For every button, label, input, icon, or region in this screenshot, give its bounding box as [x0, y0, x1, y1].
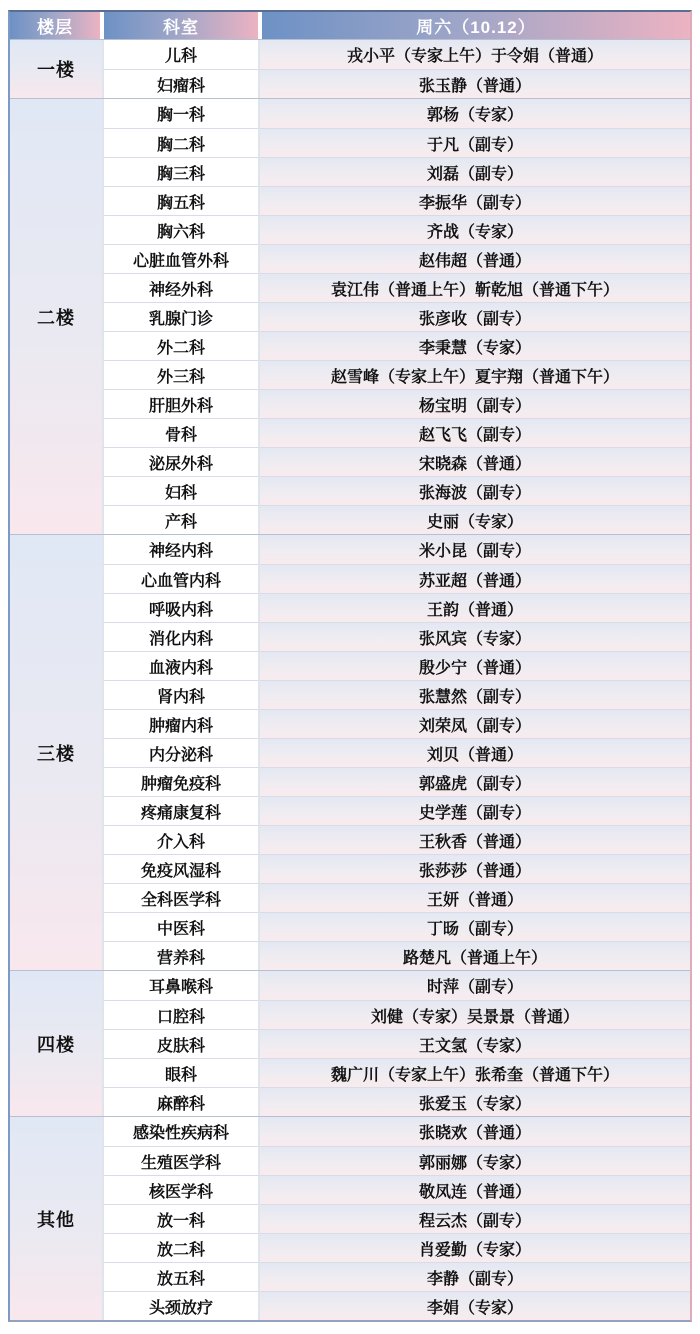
schedule-cell: 史学莲（副专）	[260, 796, 690, 825]
table-row	[102, 476, 690, 505]
table-row	[102, 941, 690, 970]
group-rows	[102, 971, 690, 1116]
dept-cell: 皮肤科	[102, 1029, 260, 1058]
dept-cell: 神经内科	[102, 535, 260, 564]
table-row	[102, 186, 690, 215]
header-cell-department: 科室	[104, 12, 258, 39]
schedule-cell: 杨宝明（副专）	[260, 389, 690, 418]
schedule-cell: 苏亚超（普通）	[260, 564, 690, 593]
table-row	[102, 883, 690, 912]
table-row	[102, 796, 690, 825]
floor-cell: 一楼	[10, 40, 102, 98]
schedule-table	[8, 10, 692, 1322]
dept-cell: 放一科	[102, 1204, 260, 1233]
dept-cell: 血液内科	[102, 651, 260, 680]
dept-cell: 胸三科	[102, 157, 260, 186]
dept-cell: 妇科	[102, 476, 260, 505]
schedule-cell: 于凡（副专）	[260, 128, 690, 157]
table-row	[102, 1058, 690, 1087]
schedule-cell: 殷少宁（普通）	[260, 651, 690, 680]
dept-cell: 肿瘤内科	[102, 709, 260, 738]
schedule-cell: 张玉静（普通）	[260, 69, 690, 98]
table-row	[102, 535, 690, 564]
dept-cell: 介入科	[102, 825, 260, 854]
schedule-cell: 刘贝（普通）	[260, 738, 690, 767]
schedule-cell: 赵雪峰（专家上午）夏宇翔（普通下午）	[260, 360, 690, 389]
schedule-cell: 张海波（副专）	[260, 476, 690, 505]
dept-cell: 泌尿外科	[102, 447, 260, 476]
table-body	[10, 39, 690, 1320]
floor-group	[10, 1116, 690, 1320]
schedule-cell: 袁江伟（普通上午）靳乾旭（普通下午）	[260, 273, 690, 302]
schedule-cell: 路楚凡（普通上午）	[260, 941, 690, 970]
group-rows	[102, 99, 690, 534]
table-row	[102, 1000, 690, 1029]
table-row	[102, 622, 690, 651]
dept-cell: 外二科	[102, 331, 260, 360]
table-row	[102, 505, 690, 534]
table-row	[102, 1175, 690, 1204]
schedule-cell: 齐战（专家）	[260, 215, 690, 244]
schedule-cell: 戎小平（专家上午）于令娟（普通）	[260, 40, 690, 69]
schedule-cell: 张慧然（副专）	[260, 680, 690, 709]
table-row	[102, 912, 690, 941]
table-row	[102, 1029, 690, 1058]
table-row	[102, 40, 690, 69]
floor-cell: 三楼	[10, 535, 102, 970]
dept-cell: 放五科	[102, 1262, 260, 1291]
floor-cell: 二楼	[10, 99, 102, 534]
table-row	[102, 244, 690, 273]
table-row	[102, 564, 690, 593]
floor-cell: 其他	[10, 1117, 102, 1320]
table-row	[102, 1262, 690, 1291]
table-row	[102, 1087, 690, 1116]
dept-cell: 中医科	[102, 912, 260, 941]
dept-cell: 妇瘤科	[102, 69, 260, 98]
dept-cell: 乳腺门诊	[102, 302, 260, 331]
dept-cell: 产科	[102, 505, 260, 534]
dept-cell: 骨科	[102, 418, 260, 447]
schedule-cell: 王妍（普通）	[260, 883, 690, 912]
dept-cell: 消化内科	[102, 622, 260, 651]
header-cell-floor: 楼层	[10, 12, 100, 39]
schedule-cell: 张晓欢（普通）	[260, 1117, 690, 1146]
schedule-cell: 王韵（普通）	[260, 593, 690, 622]
dept-cell: 麻醉科	[102, 1087, 260, 1116]
schedule-cell: 敬凤连（普通）	[260, 1175, 690, 1204]
schedule-cell: 王文氢（专家）	[260, 1029, 690, 1058]
dept-cell: 神经外科	[102, 273, 260, 302]
table-row	[102, 331, 690, 360]
schedule-cell: 肖爱勤（专家）	[260, 1233, 690, 1262]
dept-cell: 头颈放疗	[102, 1291, 260, 1320]
group-rows	[102, 40, 690, 98]
table-row	[102, 767, 690, 796]
floor-group	[10, 98, 690, 534]
floor-group	[10, 534, 690, 970]
schedule-cell: 刘荣凤（副专）	[260, 709, 690, 738]
schedule-cell: 丁旸（副专）	[260, 912, 690, 941]
table-row	[102, 854, 690, 883]
schedule-cell: 米小昆（副专）	[260, 535, 690, 564]
schedule-cell: 时萍（副专）	[260, 971, 690, 1000]
schedule-cell: 张爱玉（专家）	[260, 1087, 690, 1116]
dept-cell: 眼科	[102, 1058, 260, 1087]
dept-cell: 肿瘤免疫科	[102, 767, 260, 796]
schedule-cell: 李娟（专家）	[260, 1291, 690, 1320]
table-row	[102, 447, 690, 476]
table-row	[102, 215, 690, 244]
schedule-cell: 程云杰（副专）	[260, 1204, 690, 1233]
dept-cell: 全科医学科	[102, 883, 260, 912]
table-row	[102, 360, 690, 389]
dept-cell: 心血管内科	[102, 564, 260, 593]
dept-cell: 内分泌科	[102, 738, 260, 767]
floor-group	[10, 970, 690, 1116]
schedule-cell: 王秋香（普通）	[260, 825, 690, 854]
dept-cell: 耳鼻喉科	[102, 971, 260, 1000]
table-row	[102, 1291, 690, 1320]
floor-cell: 四楼	[10, 971, 102, 1116]
table-row	[102, 1204, 690, 1233]
schedule-cell: 郭丽娜（专家）	[260, 1146, 690, 1175]
schedule-cell: 李静（副专）	[260, 1262, 690, 1291]
dept-cell: 疼痛康复科	[102, 796, 260, 825]
schedule-cell: 张风宾（专家）	[260, 622, 690, 651]
dept-cell: 胸一科	[102, 99, 260, 128]
schedule-cell: 郭盛虎（副专）	[260, 767, 690, 796]
table-row	[102, 128, 690, 157]
schedule-cell: 魏广川（专家上午）张希奎（普通下午）	[260, 1058, 690, 1087]
table-row	[102, 825, 690, 854]
table-row	[102, 593, 690, 622]
table-row	[102, 302, 690, 331]
group-rows	[102, 535, 690, 970]
dept-cell: 外三科	[102, 360, 260, 389]
schedule-cell: 张彦收（副专）	[260, 302, 690, 331]
schedule-cell: 李振华（副专）	[260, 186, 690, 215]
header-cell-saturday: 周六（10.12）	[262, 12, 690, 39]
table-row	[102, 680, 690, 709]
table-row	[102, 99, 690, 128]
dept-cell: 放二科	[102, 1233, 260, 1262]
schedule-cell: 赵伟超（普通）	[260, 244, 690, 273]
table-row	[102, 709, 690, 738]
dept-cell: 儿科	[102, 40, 260, 69]
schedule-cell: 史丽（专家）	[260, 505, 690, 534]
dept-cell: 营养科	[102, 941, 260, 970]
dept-cell: 肾内科	[102, 680, 260, 709]
table-row	[102, 69, 690, 98]
dept-cell: 免疫风湿科	[102, 854, 260, 883]
table-row	[102, 1146, 690, 1175]
schedule-cell: 刘健（专家）吴景景（普通）	[260, 1000, 690, 1029]
dept-cell: 核医学科	[102, 1175, 260, 1204]
floor-group	[10, 39, 690, 98]
dept-cell: 呼吸内科	[102, 593, 260, 622]
table-header-row	[10, 12, 690, 39]
dept-cell: 肝胆外科	[102, 389, 260, 418]
schedule-cell: 李秉慧（专家）	[260, 331, 690, 360]
schedule-cell: 宋晓森（普通）	[260, 447, 690, 476]
group-rows	[102, 1117, 690, 1320]
table-row	[102, 738, 690, 767]
dept-cell: 心脏血管外科	[102, 244, 260, 273]
table-row	[102, 1233, 690, 1262]
dept-cell: 感染性疾病科	[102, 1117, 260, 1146]
schedule-cell: 郭杨（专家）	[260, 99, 690, 128]
schedule-cell: 刘磊（副专）	[260, 157, 690, 186]
table-row	[102, 418, 690, 447]
table-row	[102, 1117, 690, 1146]
table-row	[102, 389, 690, 418]
schedule-cell: 赵飞飞（副专）	[260, 418, 690, 447]
dept-cell: 生殖医学科	[102, 1146, 260, 1175]
table-row	[102, 273, 690, 302]
table-row	[102, 157, 690, 186]
dept-cell: 胸二科	[102, 128, 260, 157]
table-row	[102, 651, 690, 680]
dept-cell: 胸五科	[102, 186, 260, 215]
schedule-cell: 张莎莎（普通）	[260, 854, 690, 883]
dept-cell: 胸六科	[102, 215, 260, 244]
table-row	[102, 971, 690, 1000]
dept-cell: 口腔科	[102, 1000, 260, 1029]
